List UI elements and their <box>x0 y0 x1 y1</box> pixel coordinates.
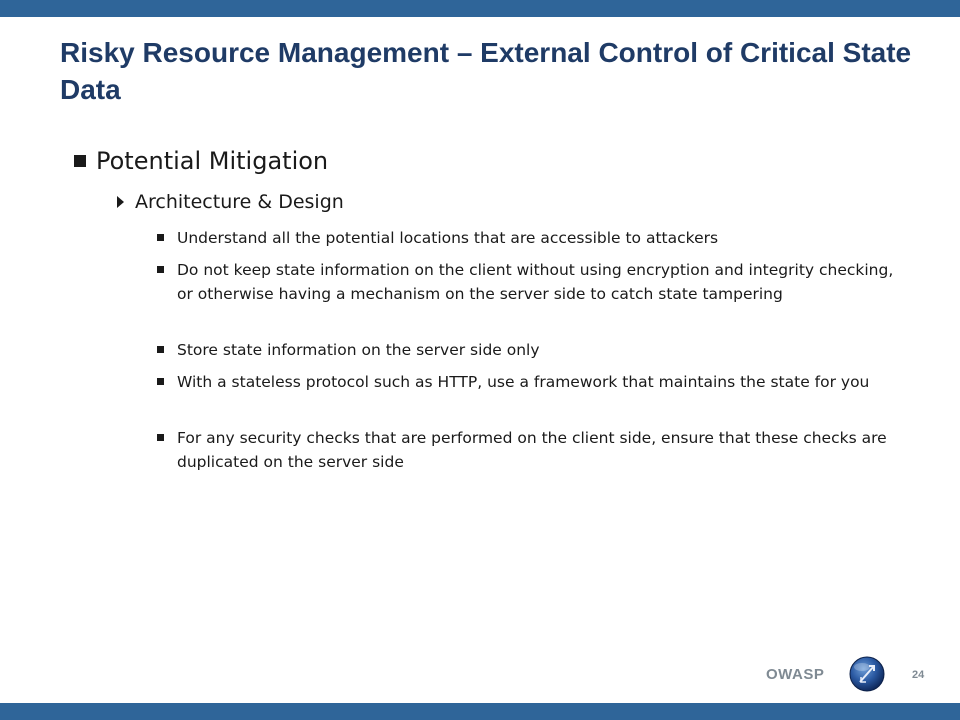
owasp-globe-icon <box>848 655 886 693</box>
bullet-level1-text: Potential Mitigation <box>96 147 329 175</box>
bullet-item-text: Do not keep state information on the client without using encryption and integrity checking, or otherwise having a mechanism on the server side to catch state tampering <box>177 261 894 303</box>
bullet-level2-text: Architecture & Design <box>135 191 344 213</box>
small-square-bullet-icon <box>157 378 164 385</box>
top-accent-bar <box>0 0 960 17</box>
small-square-bullet-icon <box>157 346 164 353</box>
triangle-bullet-icon <box>117 196 124 208</box>
small-square-bullet-icon <box>157 434 164 441</box>
bullet-item-text: Store state information on the server side only <box>177 341 540 359</box>
bullet-item-text: For any security checks that are performed on the client side, ensure that these checks are duplicated on the server side <box>177 429 887 471</box>
bullet-item-text: Understand all the potential locations that are accessible to attackers <box>177 229 719 247</box>
slide-title: Risky Resource Management – External Control of Critical State Data <box>60 37 912 105</box>
small-square-bullet-icon <box>157 234 164 241</box>
bullet-item-text: With a stateless protocol such as HTTP, use a framework that maintains the state for you <box>177 373 870 391</box>
small-square-bullet-icon <box>157 266 164 273</box>
square-bullet-icon <box>74 155 86 167</box>
owasp-wordmark: OWASP <box>766 666 825 683</box>
bottom-accent-bar <box>0 703 960 720</box>
page-number: 24 <box>912 669 925 681</box>
